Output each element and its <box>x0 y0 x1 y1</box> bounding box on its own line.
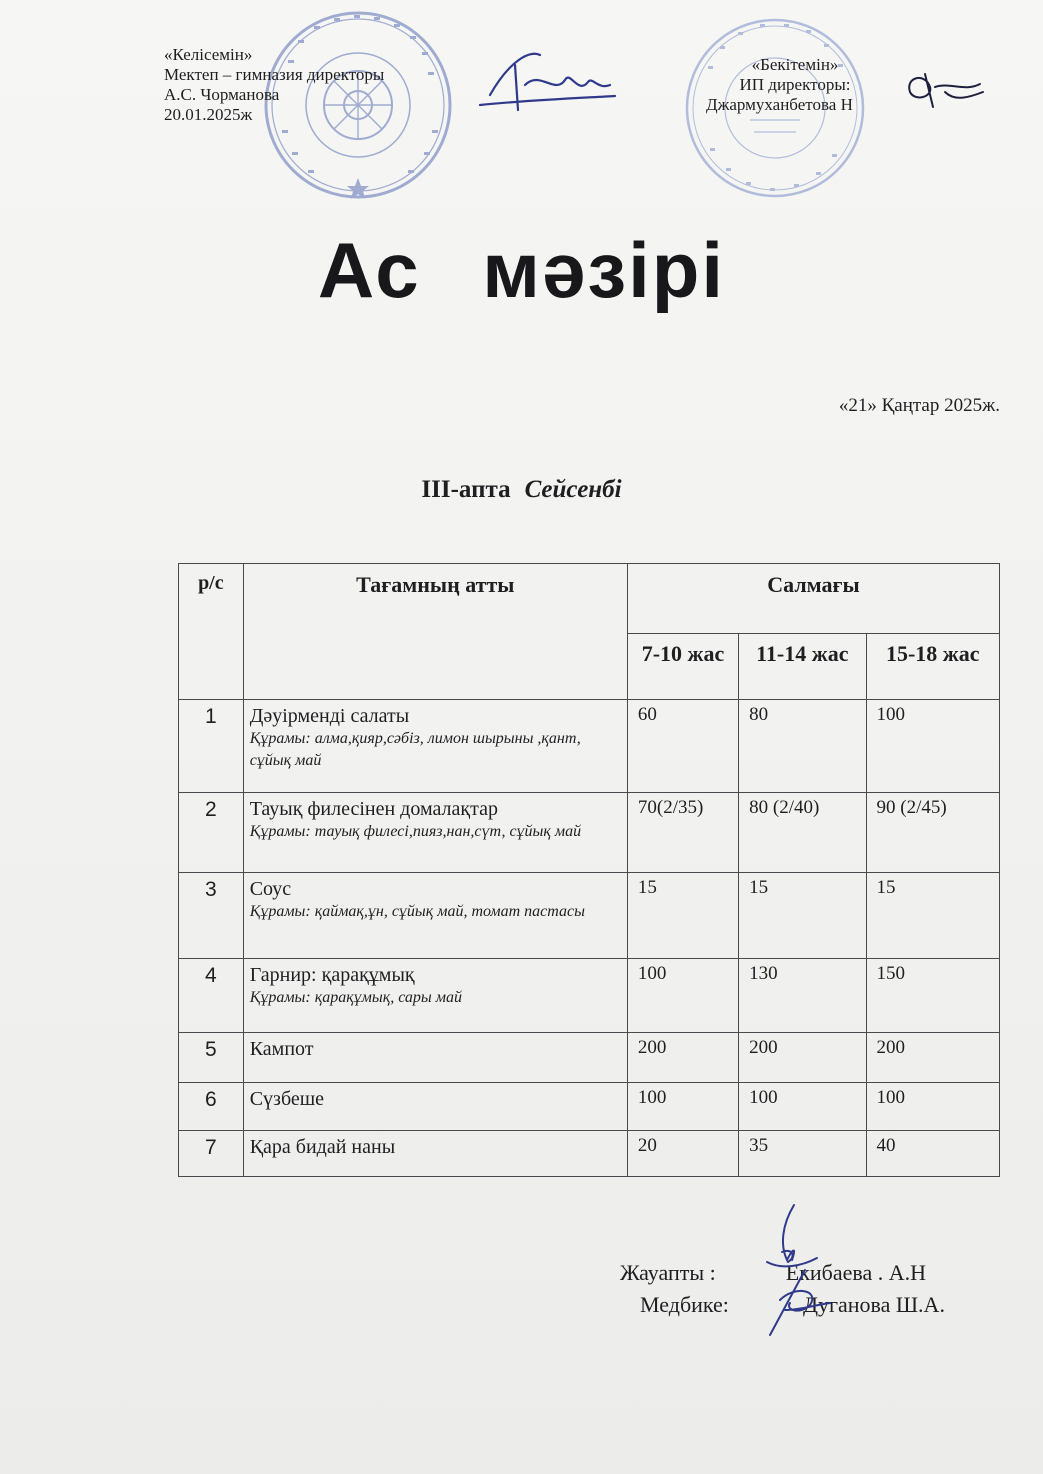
approval-left-heading: «Келісемін» <box>164 45 253 64</box>
table-row <box>179 700 1000 793</box>
dish-name: Соус <box>249 878 292 900</box>
director-signature <box>470 40 620 120</box>
week-day: Сейсенбі <box>524 476 622 503</box>
nurse-label: Медбике: <box>640 1292 729 1317</box>
table-header-row <box>179 564 1000 634</box>
dish-cell <box>243 1083 627 1131</box>
approval-left-name: А.С. Чорманова <box>164 85 280 104</box>
approval-left-block <box>164 45 384 125</box>
dish-name: Гарнир: қарақұмық <box>249 964 415 986</box>
header-dish-name: Тағамның атты <box>243 564 627 700</box>
table-row <box>179 959 1000 1033</box>
weight-age-11-14: 130 <box>739 959 866 1033</box>
dish-cell <box>243 959 627 1033</box>
row-number: 6 <box>179 1083 244 1131</box>
weight-age-15-18: 200 <box>866 1033 999 1083</box>
weight-age-15-18: 100 <box>866 1083 999 1131</box>
weight-age-15-18: 100 <box>866 700 999 793</box>
nurse-name: Дуганова Ш.А. <box>802 1292 945 1317</box>
weight-age-15-18: 90 (2/45) <box>866 793 999 873</box>
weight-age-11-14: 80 (2/40) <box>739 793 866 873</box>
weight-age-7-10: 15 <box>627 873 738 959</box>
dish-cell <box>243 1033 627 1083</box>
row-number: 4 <box>179 959 244 1033</box>
weight-age-15-18: 15 <box>866 873 999 959</box>
approval-left-date: 20.01.2025ж <box>164 105 253 124</box>
table-row <box>179 873 1000 959</box>
weight-age-7-10: 100 <box>627 959 738 1033</box>
week-heading <box>0 476 1043 504</box>
responsible-label: Жауапты : <box>620 1260 716 1285</box>
dish-cell <box>243 700 627 793</box>
dish-cell <box>243 793 627 873</box>
weight-age-7-10: 20 <box>627 1131 738 1177</box>
approval-left-position: Мектеп – гимназия директоры <box>164 65 385 84</box>
weight-age-7-10: 100 <box>627 1083 738 1131</box>
dish-composition: Құрамы: алма,қияр,сәбіз, лимон шырыны ,қант, сұйық май <box>249 730 581 769</box>
table-row <box>179 793 1000 873</box>
dish-composition: Құрамы: тауық филесі,пияз,нан,сүт, сұйық май <box>249 823 582 840</box>
weight-age-11-14: 200 <box>739 1033 866 1083</box>
row-number: 3 <box>179 873 244 959</box>
weight-age-11-14: 80 <box>739 700 866 793</box>
ip-director-signature <box>895 62 990 117</box>
weight-age-7-10: 200 <box>627 1033 738 1083</box>
header-age-7-10: 7-10 жас <box>627 634 738 700</box>
weight-age-7-10: 70(2/35) <box>627 793 738 873</box>
table-row <box>179 1033 1000 1083</box>
menu-table <box>178 563 1000 1177</box>
dish-cell <box>243 1131 627 1177</box>
table-row <box>179 1083 1000 1131</box>
dish-name: Қара бидай наны <box>249 1136 396 1158</box>
approval-right-heading: «Бекітемін» <box>751 55 839 74</box>
menu-date: «21» Қаңтар 2025ж. <box>838 395 1000 416</box>
dish-name: Дәуірменді салаты <box>249 705 410 727</box>
weight-age-7-10: 60 <box>627 700 738 793</box>
row-number: 1 <box>179 700 244 793</box>
dish-name: Кампот <box>249 1038 314 1060</box>
week-label: III-апта <box>421 476 511 503</box>
dish-name: Сүзбеше <box>249 1088 325 1110</box>
approval-right-block <box>700 55 890 115</box>
approval-right-position: ИП директоры: <box>739 75 851 94</box>
weight-age-11-14: 15 <box>739 873 866 959</box>
nurse-signature <box>760 1265 835 1340</box>
row-number: 7 <box>179 1131 244 1177</box>
weight-age-15-18: 40 <box>866 1131 999 1177</box>
header-number: р/с <box>179 564 244 700</box>
weight-age-11-14: 35 <box>739 1131 866 1177</box>
page-title: Ас мәзірі <box>317 226 726 314</box>
row-number: 5 <box>179 1033 244 1083</box>
approval-right-name: Джармуханбетова Н <box>706 95 853 114</box>
dish-composition: Құрамы: қаймақ,ұн, сұйық май, томат пастасы <box>249 903 585 920</box>
header-age-15-18: 15-18 жас <box>866 634 999 700</box>
dish-cell <box>243 873 627 959</box>
table-row <box>179 1131 1000 1177</box>
header-age-11-14: 11-14 жас <box>739 634 866 700</box>
weight-age-11-14: 100 <box>739 1083 866 1131</box>
weight-age-15-18: 150 <box>866 959 999 1033</box>
responsible-name: Екибаева . А.Н <box>785 1260 927 1285</box>
header-weight: Салмағы <box>627 564 999 634</box>
row-number: 2 <box>179 793 244 873</box>
dish-name: Тауық филесінен домалақтар <box>249 798 498 820</box>
dish-composition: Құрамы: қарақұмық, сары май <box>249 989 462 1006</box>
